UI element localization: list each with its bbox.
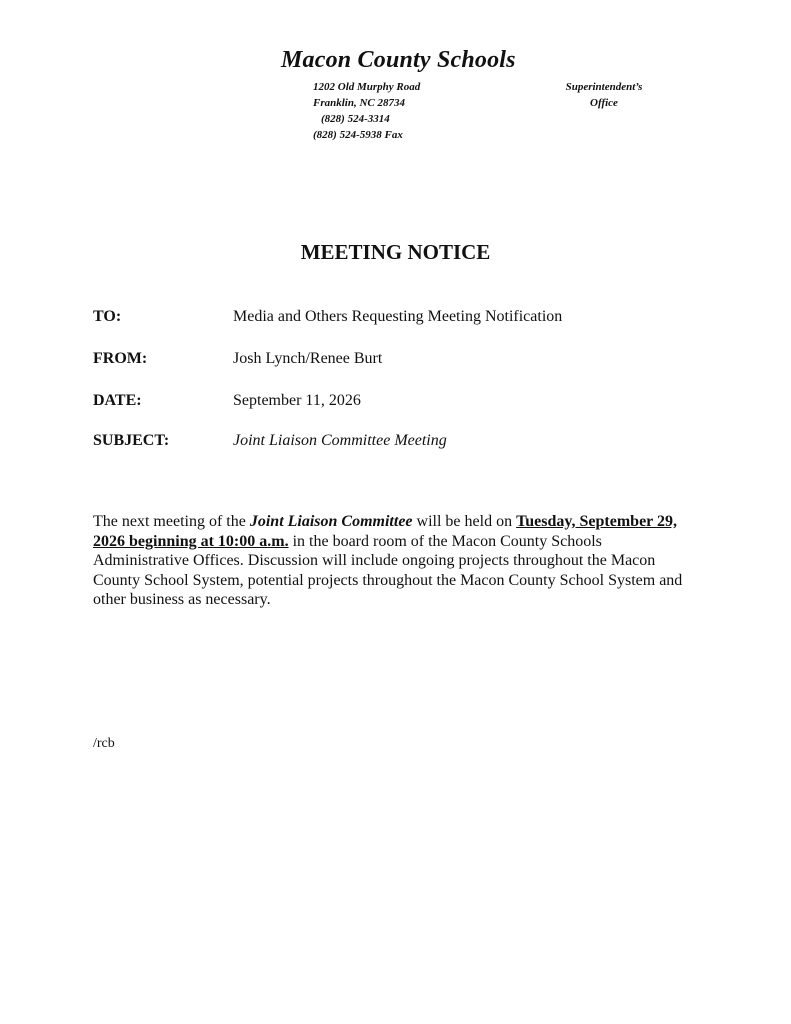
org-name: Macon County Schools	[281, 47, 516, 73]
notice-body	[93, 512, 693, 610]
memo-value-to: Media and Others Requesting Meeting Notification	[233, 308, 563, 325]
body-intro: The next meeting of the	[93, 513, 250, 530]
org-address	[313, 79, 420, 143]
body-will-be-held: will be held on	[412, 513, 517, 530]
office-line-1: Superintendent’s	[565, 81, 643, 93]
typist-initials: /rcb	[93, 736, 115, 751]
memo-value-from: Josh Lynch/Renee Burt	[233, 350, 383, 367]
memo-label-date: DATE:	[93, 392, 142, 409]
memo-label-from: FROM:	[93, 350, 148, 367]
office-line-2: Office	[590, 97, 618, 109]
office-label	[556, 79, 652, 111]
address-fax: (828) 524-5938 Fax	[313, 129, 403, 141]
address-phone: (828) 524-3314	[321, 113, 390, 125]
address-city: Franklin, NC 28734	[313, 97, 405, 109]
memo-label-to: TO:	[93, 308, 122, 325]
address-street: 1202 Old Murphy Road	[313, 81, 421, 93]
memo-label-subject: SUBJECT:	[93, 432, 170, 449]
body-committee-name: Joint Liaison Committee	[249, 513, 413, 530]
memo-value-subject: Joint Liaison Committee Meeting	[233, 432, 447, 449]
page-title: MEETING NOTICE	[300, 240, 491, 264]
body-rest: in the board room of the Macon County Schools Administrative Offices. Discussion will include ongoing projects throughout the Macon County School System, potential projects throughout the Macon County School System and other business as necessary.	[93, 532, 683, 608]
body-meeting-datetime: Tuesday, September 29, 2026 beginning at 10:00 a.m.	[93, 513, 677, 550]
memo-value-date: September 11, 2026	[233, 392, 361, 409]
